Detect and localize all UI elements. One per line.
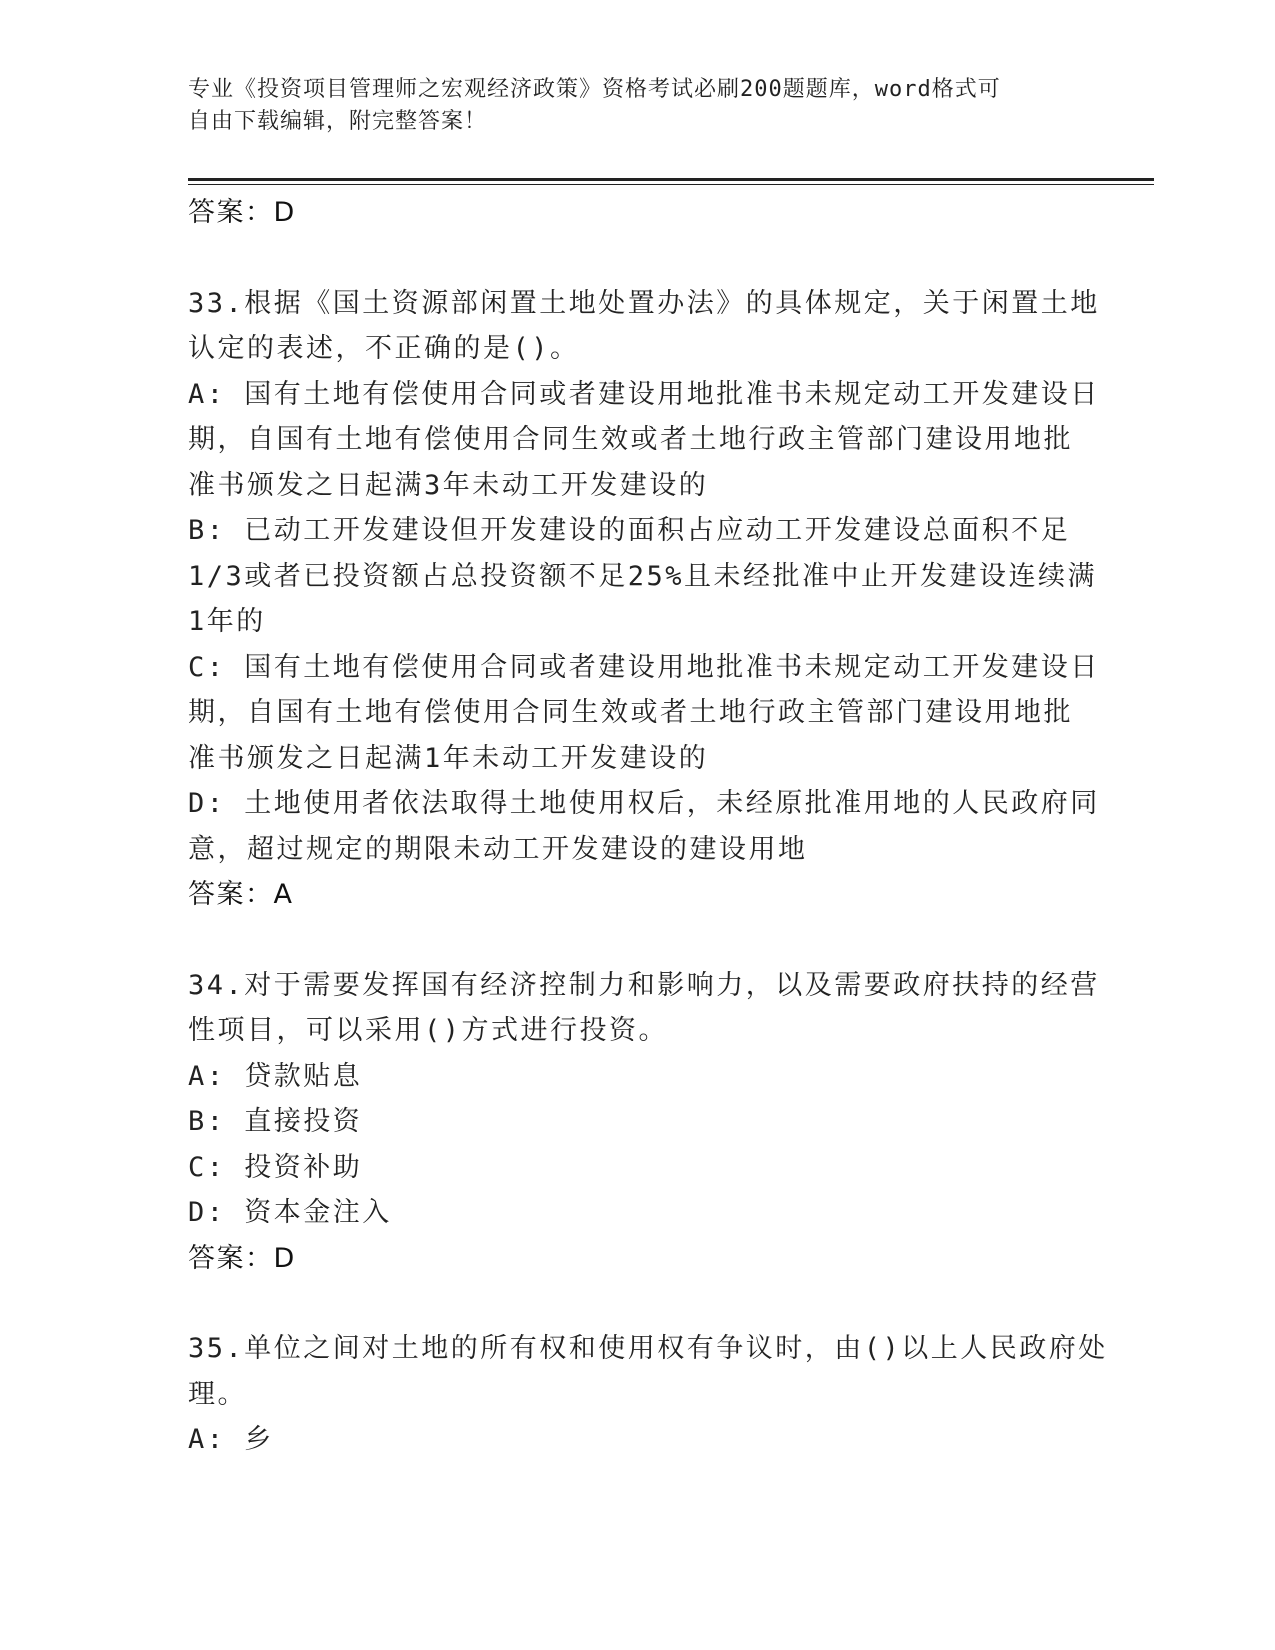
option-text: 准书颁发之日起满1年未动工开发建设的 <box>188 742 709 774</box>
question-text: 理。 <box>188 1378 247 1410</box>
option-text: 准书颁发之日起满3年未动工开发建设的 <box>188 469 709 501</box>
answer-line: 答案：A <box>188 879 294 910</box>
option-text: 1/3或者已投资额占总投资额不足25%且未经批准中止开发建设连续满 <box>188 560 1098 592</box>
option-text: D: 土地使用者依法取得土地使用权后，未经原批准用地的人民政府同 <box>188 788 1100 819</box>
option-a: A: 贷款贴息 <box>188 1060 363 1092</box>
question-text: 性项目，可以采用()方式进行投资。 <box>188 1015 669 1046</box>
option-text: C: 国有土地有偿使用合同或者建设用地批准书未规定动工开发建设日 <box>188 651 1100 683</box>
document-body <box>188 190 1108 1463</box>
header-line: 专业《投资项目管理师之宏观经济政策》资格考试必刷200题题库，word格式可 <box>188 77 1001 102</box>
question-text: 34.对于需要发挥国有经济控制力和影响力，以及需要政府扶持的经营 <box>188 969 1100 1001</box>
option-text: A: 国有土地有偿使用合同或者建设用地批准书未规定动工开发建设日 <box>188 378 1100 410</box>
header-line: 自由下载编辑，附完整答案！ <box>188 109 488 134</box>
document-header <box>188 74 1068 138</box>
option-text: 意，超过规定的期限未动工开发建设的建设用地 <box>188 833 808 865</box>
question-text: 33.根据《国土资源部闲置土地处置办法》的具体规定，关于闲置土地 <box>188 287 1100 319</box>
question-text: 认定的表述，不正确的是()。 <box>188 333 580 364</box>
previous-answer: 答案：D <box>188 197 296 228</box>
option-text: 1年的 <box>188 606 266 637</box>
answer-line: 答案：D <box>188 1242 296 1274</box>
option-c <box>188 645 1100 782</box>
option-b <box>188 508 1098 645</box>
option-a <box>188 372 1100 509</box>
question-text: 35.单位之间对土地的所有权和使用权有争议时，由()以上人民政府处 <box>188 1333 1108 1364</box>
option-d <box>188 781 1100 872</box>
option-c: C: 投资补助 <box>188 1151 363 1183</box>
option-a: A: 乡 <box>188 1424 274 1455</box>
question-block <box>188 1326 1108 1463</box>
question-block <box>188 963 1100 1282</box>
header-divider-thin <box>188 184 1154 185</box>
option-text: 期，自国有土地有偿使用合同生效或者土地行政主管部门建设用地批 <box>188 697 1073 728</box>
header-divider-thick <box>188 178 1154 181</box>
option-text: B: 已动工开发建设但开发建设的面积占应动工开发建设总面积不足 <box>188 515 1071 546</box>
question-block <box>188 281 1100 918</box>
option-d: D: 资本金注入 <box>188 1197 392 1228</box>
option-text: 期，自国有土地有偿使用合同生效或者土地行政主管部门建设用地批 <box>188 424 1073 455</box>
option-b: B: 直接投资 <box>188 1106 363 1137</box>
